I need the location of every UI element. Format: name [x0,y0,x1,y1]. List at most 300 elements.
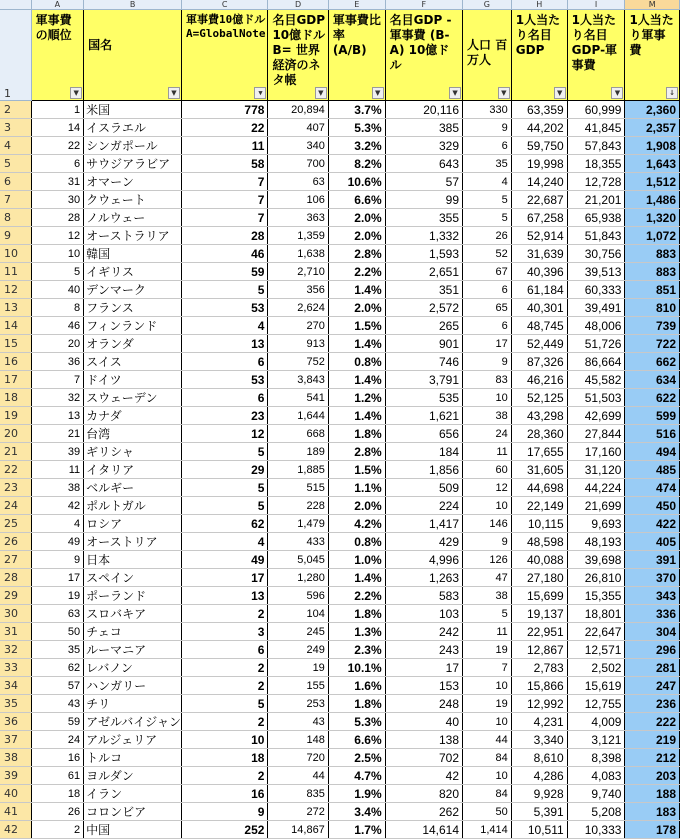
cell-per-capita-gdp-minus-military[interactable]: 15,619 [567,677,625,695]
cell-military-spending[interactable]: 59 [181,263,267,281]
cell-gdp-minus-military[interactable]: 702 [385,749,462,767]
cell-military-spending[interactable]: 2 [181,713,267,731]
cell-nominal-gdp[interactable]: 515 [268,479,328,497]
cell-military-spending[interactable]: 29 [181,461,267,479]
row-number[interactable]: 37 [0,731,31,749]
cell-per-capita-military[interactable]: 474 [625,479,680,497]
cell-military-ratio[interactable]: 3.2% [328,137,385,155]
cell-per-capita-gdp[interactable]: 9,928 [511,785,567,803]
cell-gdp-minus-military[interactable]: 656 [385,425,462,443]
sort-descending-filter-icon[interactable]: ↓ [666,87,678,99]
cell-country[interactable]: 日本 [84,551,182,569]
cell-per-capita-military[interactable]: 1,908 [625,137,680,155]
cell-military-ratio[interactable]: 1.3% [328,623,385,641]
cell-per-capita-military[interactable]: 203 [625,767,680,785]
cell-population[interactable]: 65 [463,299,512,317]
row-number[interactable]: 8 [0,209,31,227]
cell-nominal-gdp[interactable]: 272 [268,803,328,821]
cell-per-capita-military[interactable]: 391 [625,551,680,569]
cell-per-capita-military[interactable]: 883 [625,263,680,281]
cell-per-capita-gdp-minus-military[interactable]: 39,491 [567,299,625,317]
cell-military-ratio[interactable]: 2.0% [328,299,385,317]
cell-gdp-minus-military[interactable]: 14,614 [385,821,462,839]
cell-country[interactable]: アゼルバイジャン [84,713,182,731]
row-number[interactable]: 13 [0,299,31,317]
cell-per-capita-military[interactable]: 343 [625,587,680,605]
cell-per-capita-gdp-minus-military[interactable]: 21,699 [567,497,625,515]
row-number[interactable]: 32 [0,641,31,659]
cell-rank[interactable]: 50 [31,623,84,641]
cell-per-capita-military[interactable]: 739 [625,317,680,335]
cell-gdp-minus-military[interactable]: 820 [385,785,462,803]
row-number[interactable]: 6 [0,173,31,191]
row-number[interactable]: 14 [0,317,31,335]
column-letter[interactable]: M [625,0,680,10]
cell-military-spending[interactable]: 13 [181,335,267,353]
row-number[interactable]: 19 [0,407,31,425]
row-number[interactable]: 31 [0,623,31,641]
cell-gdp-minus-military[interactable]: 224 [385,497,462,515]
cell-population[interactable]: 5 [463,191,512,209]
cell-gdp-minus-military[interactable]: 243 [385,641,462,659]
column-letter[interactable]: A [31,0,84,10]
column-letter[interactable]: D [268,0,328,10]
row-number[interactable]: 20 [0,425,31,443]
filter-dropdown-icon[interactable]: ▼ [315,87,327,99]
row-number[interactable]: 15 [0,335,31,353]
cell-gdp-minus-military[interactable]: 355 [385,209,462,227]
cell-nominal-gdp[interactable]: 155 [268,677,328,695]
cell-per-capita-military[interactable]: 2,360 [625,101,680,119]
cell-per-capita-gdp-minus-military[interactable]: 4,009 [567,713,625,731]
cell-gdp-minus-military[interactable]: 57 [385,173,462,191]
cell-population[interactable]: 10 [463,767,512,785]
cell-rank[interactable]: 21 [31,425,84,443]
cell-rank[interactable]: 9 [31,551,84,569]
cell-gdp-minus-military[interactable]: 509 [385,479,462,497]
cell-per-capita-gdp-minus-military[interactable]: 5,208 [567,803,625,821]
cell-nominal-gdp[interactable]: 44 [268,767,328,785]
cell-per-capita-military[interactable]: 722 [625,335,680,353]
cell-nominal-gdp[interactable]: 407 [268,119,328,137]
cell-nominal-gdp[interactable]: 3,843 [268,371,328,389]
cell-country[interactable]: ギリシャ [84,443,182,461]
filter-dropdown-icon[interactable]: ▼ [168,87,180,99]
cell-per-capita-military[interactable]: 219 [625,731,680,749]
cell-military-spending[interactable]: 53 [181,371,267,389]
cell-per-capita-gdp-minus-military[interactable]: 39,698 [567,551,625,569]
column-letter[interactable]: G [463,0,512,10]
cell-nominal-gdp[interactable]: 245 [268,623,328,641]
cell-population[interactable]: 26 [463,227,512,245]
cell-military-spending[interactable]: 4 [181,317,267,335]
cell-rank[interactable]: 5 [31,263,84,281]
cell-military-spending[interactable]: 5 [181,281,267,299]
cell-gdp-minus-military[interactable]: 429 [385,533,462,551]
cell-population[interactable]: 6 [463,281,512,299]
cell-per-capita-gdp-minus-military[interactable]: 22,647 [567,623,625,641]
cell-military-ratio[interactable]: 2.8% [328,443,385,461]
cell-gdp-minus-military[interactable]: 40 [385,713,462,731]
row-number[interactable]: 33 [0,659,31,677]
cell-nominal-gdp[interactable]: 20,894 [268,101,328,119]
cell-population[interactable]: 35 [463,155,512,173]
cell-per-capita-gdp[interactable]: 52,449 [511,335,567,353]
cell-per-capita-gdp[interactable]: 12,992 [511,695,567,713]
cell-population[interactable]: 9 [463,119,512,137]
cell-military-spending[interactable]: 58 [181,155,267,173]
cell-military-spending[interactable]: 7 [181,173,267,191]
cell-per-capita-gdp-minus-military[interactable]: 51,503 [567,389,625,407]
cell-gdp-minus-military[interactable]: 262 [385,803,462,821]
column-letter[interactable]: C [181,0,267,10]
column-letter[interactable]: H [511,0,567,10]
cell-gdp-minus-military[interactable]: 583 [385,587,462,605]
cell-per-capita-gdp[interactable]: 10,115 [511,515,567,533]
row-number[interactable]: 22 [0,461,31,479]
row-number[interactable]: 38 [0,749,31,767]
cell-per-capita-military[interactable]: 2,357 [625,119,680,137]
cell-per-capita-military[interactable]: 622 [625,389,680,407]
cell-per-capita-military[interactable]: 222 [625,713,680,731]
cell-per-capita-military[interactable]: 485 [625,461,680,479]
cell-country[interactable]: ヨルダン [84,767,182,785]
cell-per-capita-gdp-minus-military[interactable]: 48,193 [567,533,625,551]
cell-country[interactable]: オマーン [84,173,182,191]
cell-military-ratio[interactable]: 2.2% [328,587,385,605]
cell-military-spending[interactable]: 28 [181,227,267,245]
cell-per-capita-military[interactable]: 236 [625,695,680,713]
cell-population[interactable]: 10 [463,389,512,407]
cell-per-capita-gdp-minus-military[interactable]: 15,355 [567,587,625,605]
cell-country[interactable]: トルコ [84,749,182,767]
cell-population[interactable]: 5 [463,605,512,623]
cell-military-spending[interactable]: 62 [181,515,267,533]
cell-population[interactable]: 38 [463,587,512,605]
cell-per-capita-gdp[interactable]: 28,360 [511,425,567,443]
cell-nominal-gdp[interactable]: 1,885 [268,461,328,479]
cell-military-ratio[interactable]: 1.9% [328,785,385,803]
cell-per-capita-gdp[interactable]: 40,088 [511,551,567,569]
cell-military-ratio[interactable]: 1.2% [328,389,385,407]
cell-military-ratio[interactable]: 0.8% [328,533,385,551]
row-number[interactable]: 11 [0,263,31,281]
cell-per-capita-gdp-minus-military[interactable]: 12,755 [567,695,625,713]
cell-rank[interactable]: 35 [31,641,84,659]
cell-military-spending[interactable]: 23 [181,407,267,425]
cell-per-capita-military[interactable]: 178 [625,821,680,839]
cell-per-capita-gdp-minus-military[interactable]: 12,571 [567,641,625,659]
cell-per-capita-gdp-minus-military[interactable]: 10,333 [567,821,625,839]
cell-per-capita-military[interactable]: 422 [625,515,680,533]
cell-country[interactable]: フィンランド [84,317,182,335]
cell-per-capita-military[interactable]: 662 [625,353,680,371]
cell-nominal-gdp[interactable]: 1,479 [268,515,328,533]
cell-per-capita-gdp-minus-military[interactable]: 26,810 [567,569,625,587]
cell-rank[interactable]: 43 [31,695,84,713]
cell-per-capita-gdp-minus-military[interactable]: 30,756 [567,245,625,263]
cell-per-capita-gdp[interactable]: 2,783 [511,659,567,677]
cell-nominal-gdp[interactable]: 356 [268,281,328,299]
cell-per-capita-gdp-minus-military[interactable]: 21,201 [567,191,625,209]
cell-country[interactable]: イラン [84,785,182,803]
row-number[interactable]: 3 [0,119,31,137]
cell-per-capita-gdp[interactable]: 4,286 [511,767,567,785]
cell-per-capita-gdp-minus-military[interactable]: 9,740 [567,785,625,803]
cell-country[interactable]: デンマーク [84,281,182,299]
cell-per-capita-gdp-minus-military[interactable]: 51,843 [567,227,625,245]
cell-population[interactable]: 146 [463,515,512,533]
cell-per-capita-gdp[interactable]: 15,699 [511,587,567,605]
cell-military-ratio[interactable]: 1.4% [328,335,385,353]
cell-nominal-gdp[interactable]: 2,624 [268,299,328,317]
cell-country[interactable]: ルーマニア [84,641,182,659]
cell-country[interactable]: サウジアラビア [84,155,182,173]
cell-population[interactable]: 60 [463,461,512,479]
cell-military-ratio[interactable]: 1.1% [328,479,385,497]
cell-military-ratio[interactable]: 4.7% [328,767,385,785]
row-number[interactable]: 18 [0,389,31,407]
cell-military-ratio[interactable]: 1.4% [328,281,385,299]
cell-per-capita-gdp[interactable]: 44,202 [511,119,567,137]
cell-country[interactable]: イタリア [84,461,182,479]
cell-gdp-minus-military[interactable]: 535 [385,389,462,407]
cell-per-capita-military[interactable]: 281 [625,659,680,677]
cell-gdp-minus-military[interactable]: 1,593 [385,245,462,263]
cell-military-ratio[interactable]: 1.8% [328,425,385,443]
cell-military-spending[interactable]: 6 [181,389,267,407]
cell-per-capita-gdp[interactable]: 4,231 [511,713,567,731]
row-number[interactable]: 24 [0,497,31,515]
cell-country[interactable]: ポーランド [84,587,182,605]
cell-nominal-gdp[interactable]: 14,867 [268,821,328,839]
cell-military-spending[interactable]: 9 [181,803,267,821]
cell-military-ratio[interactable]: 1.4% [328,371,385,389]
cell-rank[interactable]: 36 [31,353,84,371]
cell-per-capita-military[interactable]: 810 [625,299,680,317]
cell-military-spending[interactable]: 6 [181,353,267,371]
cell-rank[interactable]: 6 [31,155,84,173]
row-number[interactable]: 39 [0,767,31,785]
cell-per-capita-gdp-minus-military[interactable]: 45,582 [567,371,625,389]
cell-per-capita-gdp-minus-military[interactable]: 60,999 [567,101,625,119]
cell-gdp-minus-military[interactable]: 746 [385,353,462,371]
cell-military-ratio[interactable]: 2.0% [328,209,385,227]
cell-population[interactable]: 52 [463,245,512,263]
cell-population[interactable]: 10 [463,677,512,695]
cell-gdp-minus-military[interactable]: 265 [385,317,462,335]
cell-nominal-gdp[interactable]: 433 [268,533,328,551]
cell-per-capita-military[interactable]: 296 [625,641,680,659]
cell-military-spending[interactable]: 5 [181,443,267,461]
cell-per-capita-military[interactable]: 183 [625,803,680,821]
cell-rank[interactable]: 59 [31,713,84,731]
cell-gdp-minus-military[interactable]: 248 [385,695,462,713]
cell-per-capita-gdp-minus-military[interactable]: 12,728 [567,173,625,191]
cell-country[interactable]: ポルトガル [84,497,182,515]
cell-rank[interactable]: 57 [31,677,84,695]
cell-military-ratio[interactable]: 2.2% [328,263,385,281]
cell-nominal-gdp[interactable]: 363 [268,209,328,227]
cell-rank[interactable]: 12 [31,227,84,245]
cell-population[interactable]: 50 [463,803,512,821]
cell-nominal-gdp[interactable]: 1,280 [268,569,328,587]
cell-military-spending[interactable]: 252 [181,821,267,839]
cell-per-capita-gdp[interactable]: 46,216 [511,371,567,389]
cell-gdp-minus-military[interactable]: 1,856 [385,461,462,479]
cell-per-capita-gdp-minus-military[interactable]: 86,664 [567,353,625,371]
cell-military-spending[interactable]: 12 [181,425,267,443]
cell-military-ratio[interactable]: 10.1% [328,659,385,677]
cell-military-spending[interactable]: 46 [181,245,267,263]
cell-rank[interactable]: 42 [31,497,84,515]
cell-military-ratio[interactable]: 8.2% [328,155,385,173]
row-number[interactable]: 5 [0,155,31,173]
cell-per-capita-gdp[interactable]: 59,750 [511,137,567,155]
cell-rank[interactable]: 17 [31,569,84,587]
cell-military-ratio[interactable]: 2.8% [328,245,385,263]
row-number[interactable]: 10 [0,245,31,263]
cell-population[interactable]: 11 [463,623,512,641]
cell-per-capita-military[interactable]: 336 [625,605,680,623]
cell-per-capita-gdp-minus-military[interactable]: 42,699 [567,407,625,425]
row-number[interactable]: 36 [0,713,31,731]
cell-population[interactable]: 5 [463,209,512,227]
cell-per-capita-gdp[interactable]: 19,137 [511,605,567,623]
cell-gdp-minus-military[interactable]: 99 [385,191,462,209]
cell-military-ratio[interactable]: 2.5% [328,749,385,767]
column-letter[interactable]: F [385,0,462,10]
cell-per-capita-gdp[interactable]: 15,866 [511,677,567,695]
row-number[interactable]: 41 [0,803,31,821]
cell-nominal-gdp[interactable]: 253 [268,695,328,713]
cell-per-capita-gdp[interactable]: 61,184 [511,281,567,299]
cell-military-ratio[interactable]: 4.2% [328,515,385,533]
cell-rank[interactable]: 2 [31,821,84,839]
cell-rank[interactable]: 30 [31,191,84,209]
cell-nominal-gdp[interactable]: 700 [268,155,328,173]
cell-nominal-gdp[interactable]: 19 [268,659,328,677]
cell-population[interactable]: 44 [463,731,512,749]
cell-nominal-gdp[interactable]: 752 [268,353,328,371]
cell-per-capita-gdp-minus-military[interactable]: 51,726 [567,335,625,353]
cell-country[interactable]: アルジェリア [84,731,182,749]
cell-country[interactable]: スロバキア [84,605,182,623]
cell-military-ratio[interactable]: 5.3% [328,713,385,731]
cell-per-capita-gdp[interactable]: 8,610 [511,749,567,767]
cell-nominal-gdp[interactable]: 2,710 [268,263,328,281]
cell-country[interactable]: スペイン [84,569,182,587]
cell-nominal-gdp[interactable]: 104 [268,605,328,623]
cell-military-ratio[interactable]: 1.6% [328,677,385,695]
cell-military-spending[interactable]: 5 [181,479,267,497]
cell-military-ratio[interactable]: 3.4% [328,803,385,821]
cell-country[interactable]: オーストリア [84,533,182,551]
cell-military-spending[interactable]: 10 [181,731,267,749]
cell-country[interactable]: スウェーデン [84,389,182,407]
cell-per-capita-gdp[interactable]: 87,326 [511,353,567,371]
cell-country[interactable]: コロンビア [84,803,182,821]
cell-gdp-minus-military[interactable]: 1,263 [385,569,462,587]
cell-per-capita-gdp[interactable]: 40,396 [511,263,567,281]
row-number[interactable]: 40 [0,785,31,803]
cell-rank[interactable]: 40 [31,281,84,299]
cell-gdp-minus-military[interactable]: 4,996 [385,551,462,569]
cell-nominal-gdp[interactable]: 1,359 [268,227,328,245]
cell-per-capita-gdp-minus-military[interactable]: 9,693 [567,515,625,533]
cell-military-ratio[interactable]: 5.3% [328,119,385,137]
row-number[interactable]: 27 [0,551,31,569]
cell-rank[interactable]: 4 [31,515,84,533]
cell-nominal-gdp[interactable]: 63 [268,173,328,191]
cell-nominal-gdp[interactable]: 340 [268,137,328,155]
cell-gdp-minus-military[interactable]: 103 [385,605,462,623]
cell-rank[interactable]: 32 [31,389,84,407]
row-number[interactable]: 23 [0,479,31,497]
cell-rank[interactable]: 39 [31,443,84,461]
cell-military-spending[interactable]: 6 [181,641,267,659]
cell-country[interactable]: カナダ [84,407,182,425]
cell-population[interactable]: 330 [463,101,512,119]
cell-military-spending[interactable]: 17 [181,569,267,587]
cell-military-spending[interactable]: 13 [181,587,267,605]
cell-per-capita-gdp-minus-military[interactable]: 8,398 [567,749,625,767]
cell-per-capita-gdp-minus-military[interactable]: 41,845 [567,119,625,137]
cell-per-capita-gdp[interactable]: 40,301 [511,299,567,317]
cell-nominal-gdp[interactable]: 720 [268,749,328,767]
cell-country[interactable]: ドイツ [84,371,182,389]
cell-rank[interactable]: 22 [31,137,84,155]
cell-per-capita-gdp-minus-military[interactable]: 2,502 [567,659,625,677]
cell-rank[interactable]: 49 [31,533,84,551]
cell-per-capita-gdp-minus-military[interactable]: 18,355 [567,155,625,173]
filter-dropdown-icon[interactable]: ▼ [554,87,566,99]
cell-country[interactable]: イスラエル [84,119,182,137]
cell-country[interactable]: ベルギー [84,479,182,497]
cell-gdp-minus-military[interactable]: 385 [385,119,462,137]
cell-population[interactable]: 67 [463,263,512,281]
cell-military-ratio[interactable]: 6.6% [328,731,385,749]
cell-per-capita-gdp[interactable]: 27,180 [511,569,567,587]
row-number[interactable]: 7 [0,191,31,209]
cell-rank[interactable]: 61 [31,767,84,785]
cell-gdp-minus-military[interactable]: 1,332 [385,227,462,245]
cell-per-capita-gdp[interactable]: 19,998 [511,155,567,173]
cell-rank[interactable]: 10 [31,245,84,263]
cell-per-capita-military[interactable]: 405 [625,533,680,551]
cell-military-spending[interactable]: 16 [181,785,267,803]
cell-population[interactable]: 19 [463,641,512,659]
row-number[interactable]: 4 [0,137,31,155]
cell-nominal-gdp[interactable]: 43 [268,713,328,731]
cell-country[interactable]: ノルウェー [84,209,182,227]
cell-per-capita-gdp[interactable]: 63,359 [511,101,567,119]
cell-per-capita-gdp[interactable]: 17,655 [511,443,567,461]
row-number[interactable]: 42 [0,821,31,839]
cell-gdp-minus-military[interactable]: 2,572 [385,299,462,317]
cell-nominal-gdp[interactable]: 596 [268,587,328,605]
cell-per-capita-military[interactable]: 516 [625,425,680,443]
cell-military-spending[interactable]: 4 [181,533,267,551]
cell-country[interactable]: イギリス [84,263,182,281]
cell-per-capita-military[interactable]: 1,072 [625,227,680,245]
cell-per-capita-gdp[interactable]: 3,340 [511,731,567,749]
cell-rank[interactable]: 31 [31,173,84,191]
cell-per-capita-gdp[interactable]: 10,511 [511,821,567,839]
cell-military-spending[interactable]: 22 [181,119,267,137]
cell-per-capita-gdp[interactable]: 12,867 [511,641,567,659]
cell-country[interactable]: オランダ [84,335,182,353]
